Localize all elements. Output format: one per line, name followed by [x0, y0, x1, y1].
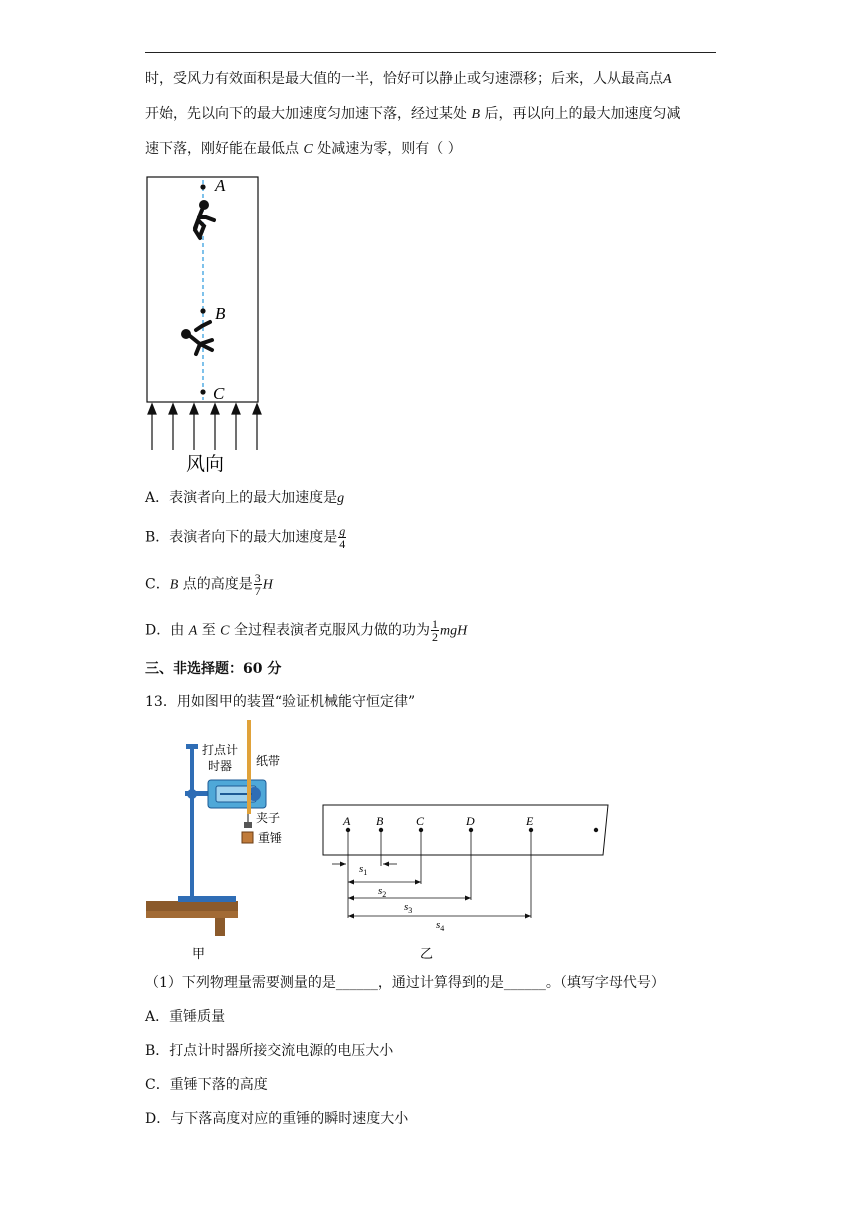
- tape-label-d: D: [466, 814, 475, 828]
- wind-direction-label: 风向: [186, 454, 225, 475]
- q13-option-d: D．与下落高度对应的重锤的瞬时速度大小: [145, 1111, 409, 1127]
- tape-label-e: E: [526, 814, 534, 828]
- s4-label: $s_4$: [436, 919, 445, 933]
- point-c-label: C: [213, 384, 225, 403]
- tape-dot-a: [346, 828, 350, 832]
- tape-dot-e: [529, 828, 533, 832]
- tape-caption: 乙: [420, 946, 434, 961]
- q13-sub1: （1）下列物理量需要测量的是______，通过计算得到的是______。（填写字母代号）: [145, 975, 665, 991]
- timer-label-1: 打点计: [202, 743, 239, 757]
- q12-option-b: B．表演者向下的最大加速度是 $\frac{g}{4}$: [145, 524, 346, 551]
- weight-label: 重锤: [258, 831, 283, 845]
- timer-label-2: 时器: [208, 759, 233, 773]
- q12-option-d: D．由 A 至 C 全过程表演者克服风力做的功为 $\frac{1}{2}$ mgH: [145, 617, 468, 644]
- q12-stem-line-2: 开始，先以向下的最大加速度匀加速下落，经过某处 B 后，再以向上的最大加速度匀减: [145, 106, 681, 122]
- s3-label: $s_3$: [404, 901, 413, 915]
- q12-option-a: A．表演者向上的最大加速度是g: [145, 490, 345, 506]
- tape-dot-b: [379, 828, 383, 832]
- tape-label: 纸带: [256, 754, 281, 768]
- wind-arrows: [148, 404, 261, 450]
- section-title: 三、非选择题：60 分: [145, 661, 282, 677]
- q13-option-c: C．重锤下落的高度: [145, 1077, 268, 1093]
- tape-dot-c: [419, 828, 423, 832]
- clip-label: 夹子: [256, 811, 281, 825]
- apparatus-figure: [140, 718, 300, 968]
- point-b-dot: [200, 308, 205, 313]
- apparatus-caption: 甲: [192, 946, 206, 961]
- tape-label-b: B: [376, 814, 384, 828]
- paper-tape-figure: [318, 800, 618, 970]
- performer-falling-icon: [181, 322, 212, 354]
- tape-dot-d: [469, 828, 473, 832]
- s1-label: $s_1$: [359, 863, 368, 877]
- q13-option-a: A．重锤质量: [145, 1009, 226, 1025]
- point-c-dot: [200, 389, 205, 394]
- tape-dot-end: [594, 828, 598, 832]
- wind-tunnel-figure: [140, 170, 270, 475]
- q12-stem-line-1: 时，受风力有效面积是最大值的一半，恰好可以静止或匀速漂移；后来，人从最高点A: [145, 71, 672, 87]
- point-b-label: B: [215, 304, 226, 323]
- s2-label: $s_2$: [378, 885, 387, 899]
- q13-option-b: B．打点计时器所接交流电源的电压大小: [145, 1043, 394, 1059]
- point-a-label: A: [215, 176, 226, 195]
- tape-label-c: C: [416, 814, 425, 828]
- q12-stem-line-3: 速下落，刚好能在最低点 C 处减速为零，则有（ ）: [145, 141, 462, 157]
- q13-stem: 13．用如图甲的装置“验证机械能守恒定律”: [145, 694, 416, 710]
- performer-upright-icon: [195, 200, 214, 238]
- tape-label-a: A: [343, 814, 351, 828]
- q12-option-c: C．B 点的高度是 $\frac{3}{7}$ H: [145, 571, 273, 598]
- header-rule: [145, 52, 716, 53]
- point-a-dot: [200, 184, 205, 189]
